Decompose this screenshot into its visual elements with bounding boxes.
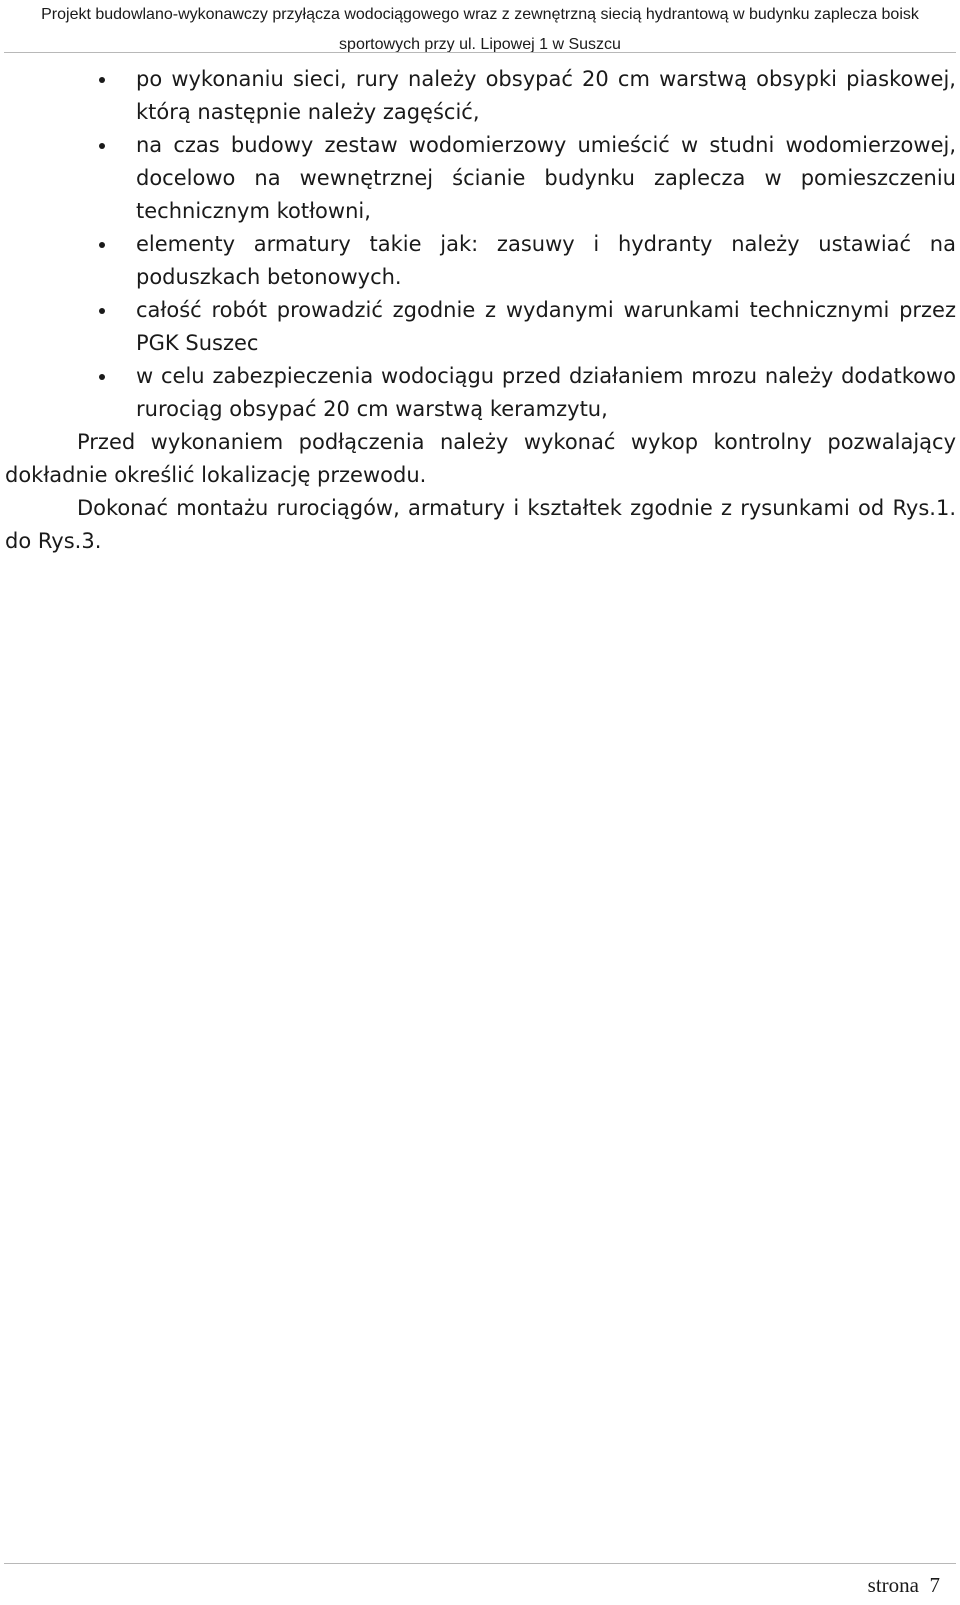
page-number: strona 7 — [867, 1573, 940, 1597]
document-body — [5, 63, 956, 558]
bullet-list — [5, 63, 956, 426]
header-title-line-2: sportowych przy ul. Lipowej 1 w Suszcu — [339, 36, 621, 53]
list-item — [5, 228, 956, 294]
page-header — [0, 0, 960, 60]
list-item-text: po wykonaniu sieci, rury należy obsypać 20 cm warstwą obsypki piaskowej, którą następnie należy zagęścić, — [136, 67, 956, 124]
list-item — [5, 129, 956, 228]
list-item-text: całość robót prowadzić zgodnie z wydanymi warunkami technicznymi przez PGK Suszec — [136, 298, 956, 355]
bullet-dot-icon — [99, 308, 105, 314]
header-divider — [4, 52, 956, 53]
list-item-text: na czas budowy zestaw wodomierzowy umieścić w studni wodomierzowej, docelowo na wewnętrznej ścianie budynku zaplecza w pomieszczeniu technicznym kotłowni, — [136, 133, 956, 223]
list-item — [5, 360, 956, 426]
footer-divider — [4, 1563, 956, 1564]
paragraph-inspection-trench: Przed wykonaniem podłączenia należy wykonać wykop kontrolny pozwalający dokładnie określić lokalizację przewodu. — [5, 430, 956, 487]
list-item-text: w celu zabezpieczenia wodociągu przed działaniem mrozu należy dodatkowo rurociąg obsypać 20 cm warstwą keramzytu, — [136, 364, 956, 421]
bullet-dot-icon — [99, 143, 105, 149]
list-item — [5, 294, 956, 360]
list-item — [5, 63, 956, 129]
header-title-line-1: Projekt budowlano-wykonawczy przyłącza wodociągowego wraz z zewnętrzną siecią hydrantową w budynku zaplecza boisk — [41, 6, 919, 23]
bullet-dot-icon — [99, 77, 105, 83]
bullet-dot-icon — [99, 242, 105, 248]
paragraph-assembly-drawings: Dokonać montażu rurociągów, armatury i kształtek zgodnie z rysunkami od Rys.1. do Rys.3. — [5, 496, 956, 553]
list-item-text: elementy armatury takie jak: zasuwy i hydranty należy ustawiać na poduszkach betonowych. — [136, 232, 956, 289]
bullet-dot-icon — [99, 374, 105, 380]
